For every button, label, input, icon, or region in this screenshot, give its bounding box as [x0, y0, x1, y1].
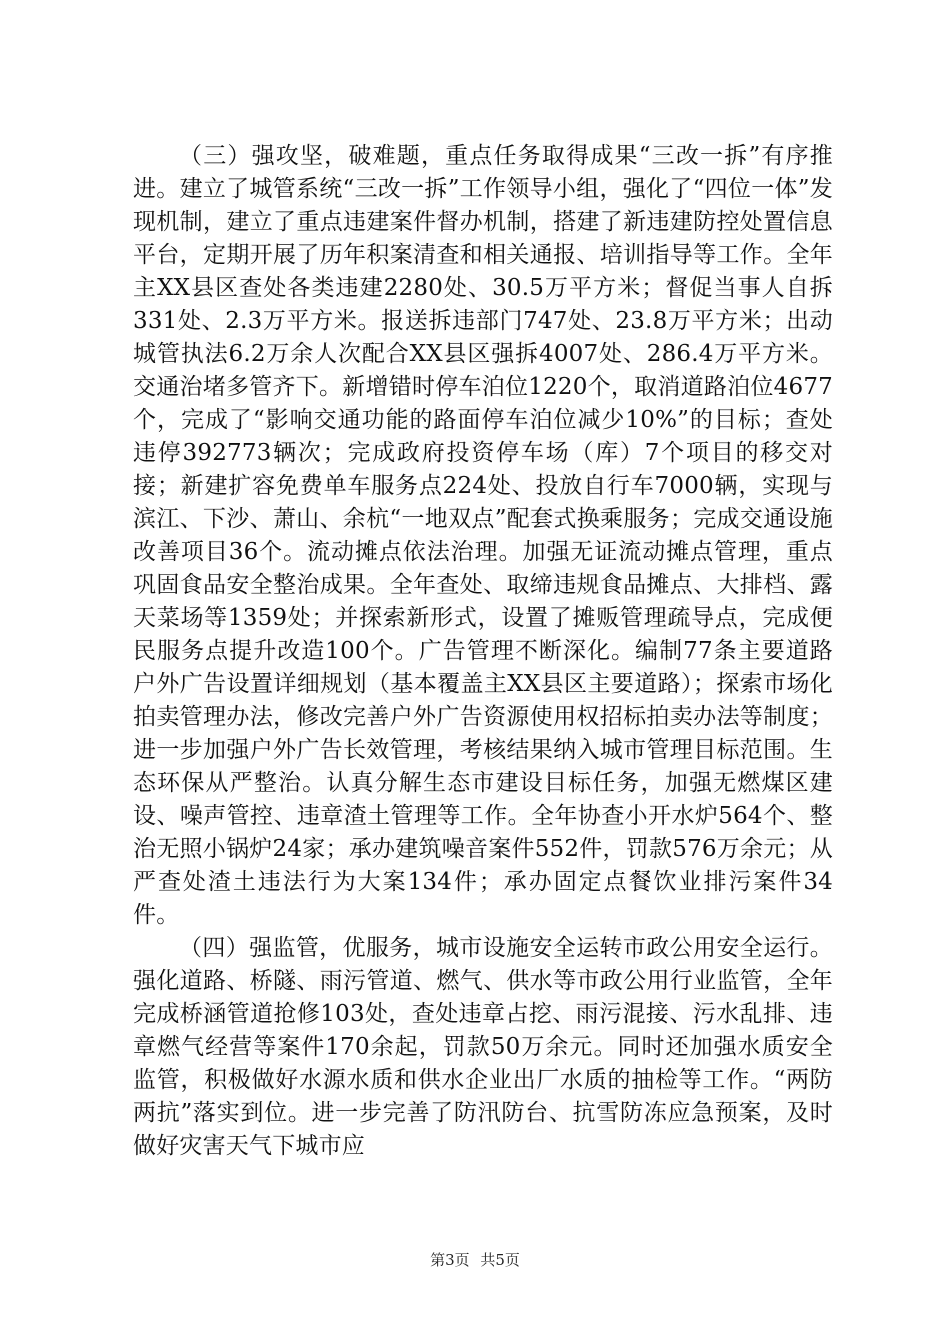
paragraph-section-three: （三）强攻坚，破难题，重点任务取得成果“三改一拆”有序推进。建立了城管系统“三改一拆”工作领导小组，强化了“四位一体”发现机制，建立了重点违建案件督办机制，搭建了新违建防控处置信息平台，定期开展了历年积案清查和相关通报、培训指导等工作。全年主XX县区查处各类违建2280处、30.5万平方米；督促当事人自拆331处、2.3万平方米。报送拆违部门747处、23.8万平方米；出动城管执法6.2万余人次配合XX县区强拆4007处、286.4万平方米。交通治堵多管齐下。新增错时停车泊位1220个，取消道路泊位4677个，完成了“影响交通功能的路面停车泊位减少10%”的目标；查处违停392773辆次；完成政府投资停车场（库）7个项目的移交对接；新建扩容免费单车服务点224处、投放自行车7000辆，实现与滨江、下沙、萧山、余杭“一地双点”配套式换乘服务；完成交通设施改善项目36个。流动摊点依法治理。加强无证流动摊点管理，重点巩固食品安全整治成果。全年查处、取缔违规食品摊点、大排档、露天菜场等1359处；并探索新形式，设置了摊贩管理疏导点，完成便民服务点提升改造100个。广告管理不断深化。编制77条主要道路户外广告设置详细规划（基本覆盖主XX县区主要道路）；探索市场化拍卖管理办法，修改完善户外广告资源使用权招标拍卖办法等制度；进一步加强户外广告长效管理，考核结果纳入城市管理目标范围。生态环保从严整治。认真分解生态市建设目标任务，加强无燃煤区建设、噪声管控、违章渣土管理等工作。全年协查小开水炉564个、整治无照小锅炉24家；承办建筑噪音案件552件，罚款576万余元；从严查处渣土违法行为大案134件；承办固定点餐饮业排污案件34件。 — [133, 143, 833, 928]
page-total: 共5页 — [480, 1251, 520, 1269]
document-body — [133, 140, 833, 1163]
page-number: 第3页 — [430, 1251, 470, 1269]
page-footer — [0, 1250, 950, 1270]
paragraph-section-four: （四）强监管，优服务，城市设施安全运转市政公用安全运行。强化道路、桥隧、雨污管道、燃气、供水等市政公用行业监管，全年完成桥涵管道抢修103处，查处违章占挖、雨污混接、污水乱排、违章燃气经营等案件170余起，罚款50万余元。同时还加强水质安全监管，积极做好水源水质和供水企业出厂水质的抽检等工作。“两防两抗”落实到位。进一步完善了防汛防台、抗雪防冻应急预案，及时做好灾害天气下城市应 — [133, 935, 833, 1159]
